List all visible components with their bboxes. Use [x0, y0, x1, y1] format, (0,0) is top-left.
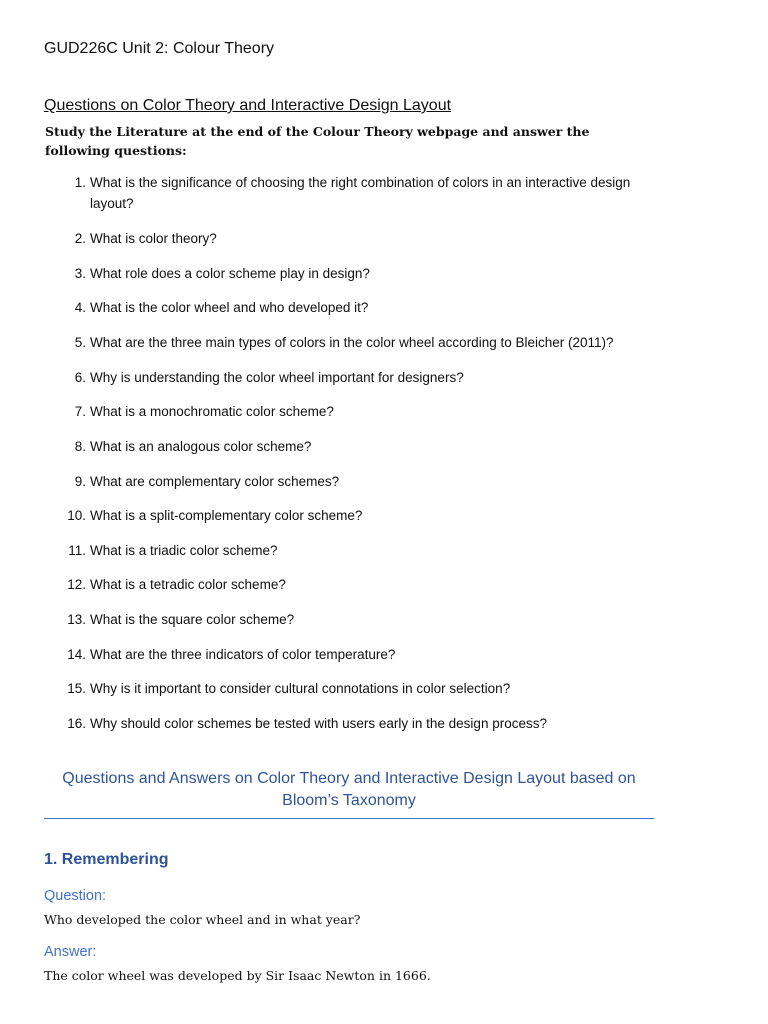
question-number: 16.: [67, 716, 86, 731]
question-number: 9.: [74, 474, 86, 489]
question-number: 11.: [68, 543, 86, 558]
question-number: 13.: [67, 612, 86, 627]
question-text: What is a triadic color scheme?: [90, 543, 278, 558]
question-number: 14.: [67, 647, 86, 662]
question-text: What is a split-complementary color scheme?: [90, 508, 363, 523]
question-text: Why is it important to consider cultural connotations in color selection?: [90, 681, 511, 696]
question-text: What are complementary color schemes?: [90, 474, 340, 489]
question-text: What is color theory?: [90, 231, 217, 246]
instructions-text: Study the Literature at the end of the Colour Theory webpage and answer the following questions:: [45, 124, 590, 158]
question-text: Why should color schemes be tested with users early in the design process?: [90, 716, 547, 731]
question-number: 2.: [74, 231, 86, 246]
question-number: 12.: [67, 577, 86, 592]
question-text: What are the three main types of colors in the color wheel according to Bleicher (2011)?: [90, 335, 614, 350]
heading-divider: [44, 818, 654, 819]
question-text: What is a monochromatic color scheme?: [90, 404, 334, 419]
question-text: What is the color wheel and who developed it?: [90, 300, 369, 315]
question-text: What role does a color scheme play in design?: [90, 266, 370, 281]
question-number: 6.: [74, 370, 86, 385]
question-number: 10.: [67, 508, 86, 523]
question-text: Who developed the color wheel and in what year?: [44, 912, 361, 927]
answer-label: Answer:: [44, 944, 97, 960]
question-number: 3.: [74, 266, 86, 281]
question-number: 5.: [74, 335, 86, 350]
question-text: What is the significance of choosing the right combination of colors in an interactive design layout?: [90, 175, 631, 211]
level-heading: 1. Remembering: [44, 851, 169, 868]
question-number: 1.: [74, 175, 86, 190]
question-text: What is a tetradic color scheme?: [90, 577, 286, 592]
question-text: What is an analogous color scheme?: [90, 439, 312, 454]
section-heading: Questions on Color Theory and Interactive Design Layout: [44, 97, 452, 114]
document-title: GUD226C Unit 2: Colour Theory: [44, 40, 275, 57]
question-text: What are the three indicators of color temperature?: [90, 647, 396, 662]
question-number: 4.: [74, 300, 86, 315]
answer-text: The color wheel was developed by Sir Isaac Newton in 1666.: [44, 968, 431, 983]
question-text: What is the square color scheme?: [90, 612, 295, 627]
question-text: Why is understanding the color wheel important for designers?: [90, 370, 464, 385]
qa-heading: Questions and Answers on Color Theory and Interactive Design Layout based on Bloom’s Taxonomy: [62, 770, 636, 809]
question-number: 7.: [74, 404, 86, 419]
question-number: 8.: [74, 439, 86, 454]
question-label: Question:: [44, 888, 107, 904]
question-number: 15.: [67, 681, 86, 696]
